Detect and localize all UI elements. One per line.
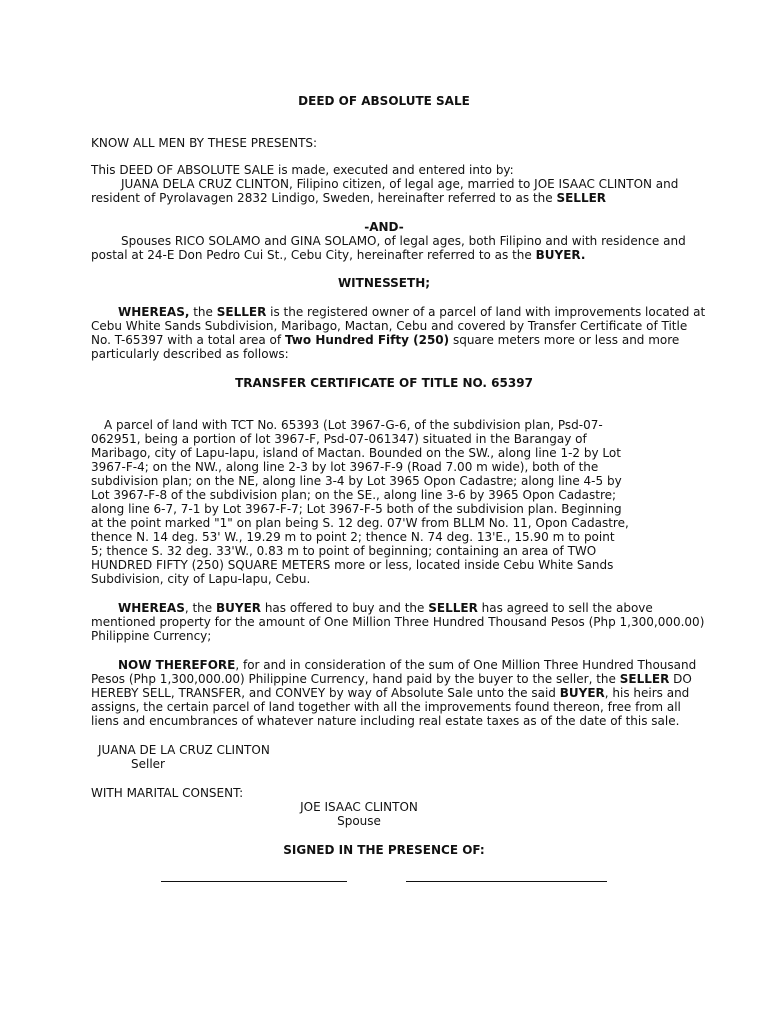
whereas2-line-3: Philippine Currency;: [91, 629, 212, 643]
now-therefore-l2-rest: DO: [669, 672, 692, 686]
land-description-line: 5; thence S. 32 deg. 33'W., 0.83 m to point of beginning; containing an area of TWO: [91, 544, 597, 558]
now-therefore-line-2: [91, 672, 692, 686]
whereas2-line-1: [118, 601, 653, 615]
whereas1-area-rest: square meters more or less and more: [449, 333, 680, 347]
whereas2-mid: has offered to buy and the: [261, 601, 429, 615]
marital-consent-line: WITH MARITAL CONSENT:: [91, 786, 244, 800]
whereas2-line-2: mentioned property for the amount of One Million Three Hundred Thousand Pesos (Php 1,300,000.00): [91, 615, 705, 629]
buyer-party-line-2: [91, 248, 585, 262]
buyer-party-text: postal at 24-E Don Pedro Cui St., Cebu City, hereinafter referred to as the: [91, 248, 536, 262]
witness-signature-line: [161, 881, 347, 882]
whereas1-lead: WHEREAS,: [118, 305, 190, 319]
land-description-line: 3967-F-4; on the NW., along line 2-3 by lot 3967-F-9 (Road 7.00 m wide), both of the: [91, 460, 599, 474]
whereas1-line-3: [91, 333, 679, 347]
land-description-line: at the point marked "1" on plan being S. 12 deg. 07'W from BLLM No. 11, Opon Cadastre,: [91, 516, 629, 530]
land-description-line: HUNDRED FIFTY (250) SQUARE METERS more or less, located inside Cebu White Sands: [91, 558, 614, 572]
buyer-party-line-1: Spouses RICO SOLAMO and GINA SOLAMO, of legal ages, both Filipino and with residence and: [121, 234, 686, 248]
whereas2-lead: WHEREAS: [118, 601, 185, 615]
signed-presence-heading: SIGNED IN THE PRESENCE OF:: [283, 843, 485, 857]
whereas1-the: the: [189, 305, 217, 319]
whereas1-line-1: [118, 305, 705, 319]
document-title: DEED OF ABSOLUTE SALE: [298, 94, 470, 108]
whereas2-buyer-term: BUYER: [215, 601, 262, 615]
now-therefore-line-4: assigns, the certain parcel of land together with all the improvements found thereon, free from all: [91, 700, 681, 714]
land-description-line: subdivision plan; on the NE, along line 3-4 by Lot 3965 Opon Cadastre; along line 4-5 by: [91, 474, 622, 488]
now-therefore-line-5: liens and encumbrances of whatever nature including real estate taxes as of the date of this sale.: [91, 714, 680, 728]
buyer-term: BUYER.: [535, 248, 586, 262]
whereas1-seller-term: SELLER: [216, 305, 267, 319]
now-therefore-l2-text: Pesos (Php 1,300,000.00) Philippine Currency, hand paid by the buyer to the seller, the: [91, 672, 620, 686]
land-description-line: along line 6-7, 7-1 by Lot 3967-F-7; Lot 3967-F-5 both of the subdivision plan. Beginning: [91, 502, 622, 516]
now-therefore-l3-rest: , his heirs and: [604, 686, 690, 700]
whereas2-seller-term: SELLER: [428, 601, 478, 615]
now-therefore-rest: , for and in consideration of the sum of One Million Three Hundred Thousand: [235, 658, 697, 672]
intro-line: KNOW ALL MEN BY THESE PRESENTS:: [91, 136, 318, 150]
whereas1-rest: is the registered owner of a parcel of land with improvements located at: [266, 305, 706, 319]
seller-term: SELLER: [556, 191, 607, 205]
seller-party-line-1: JUANA DELA CRUZ CLINTON, Filipino citizen, of legal age, married to JOE ISAAC CLINTON and: [121, 177, 679, 191]
now-therefore-seller-term: SELLER: [619, 672, 670, 686]
land-description-line: Lot 3967-F-8 of the subdivision plan; on the SE., along line 3-6 by 3965 Opon Cadastre;: [91, 488, 617, 502]
seller-party-line-2: [91, 191, 606, 205]
and-separator: -AND-: [364, 220, 404, 234]
witness-signature-line: [406, 881, 607, 882]
whereas2-comma: , the: [184, 601, 216, 615]
whereas1-line-4: particularly described as follows:: [91, 347, 289, 361]
whereas1-line-2: Cebu White Sands Subdivision, Maribago, Mactan, Cebu and covered by Transfer Certificate of Title: [91, 319, 688, 333]
land-description-line: thence N. 14 deg. 53' W., 19.29 m to point 2; thence N. 74 deg. 13'E., 15.90 m to point: [91, 530, 615, 544]
land-description-line: 062951, being a portion of lot 3967-F, Psd-07-061347) situated in the Barangay of: [91, 432, 587, 446]
now-therefore-l3-text: HEREBY SELL, TRANSFER, and CONVEY by way of Absolute Sale unto the said: [91, 686, 560, 700]
now-therefore-line-1: [118, 658, 696, 672]
seller-signature-role: Seller: [131, 757, 165, 771]
land-description-line: Subdivision, city of Lapu-lapu, Cebu.: [91, 572, 311, 586]
seller-party-text: resident of Pyrolavagen 2832 Lindigo, Sweden, hereinafter referred to as the: [91, 191, 557, 205]
spouse-signature-role: Spouse: [337, 814, 381, 828]
witnesseth-heading: WITNESSETH;: [337, 276, 431, 290]
whereas1-area-value: Two Hundred Fifty (250): [284, 333, 450, 347]
land-description-line: A parcel of land with TCT No. 65393 (Lot 3967-G-6, of the subdivision plan, Psd-07-: [104, 418, 603, 432]
spouse-signature-name: JOE ISAAC CLINTON: [300, 800, 418, 814]
land-description-line: Maribago, city of Lapu-lapu, island of Mactan. Bounded on the SW., along line 1-2 by Lot: [91, 446, 621, 460]
seller-signature-name: JUANA DE LA CRUZ CLINTON: [98, 743, 270, 757]
tct-heading: TRANSFER CERTIFICATE OF TITLE NO. 65397: [235, 376, 533, 390]
now-therefore-lead: NOW THEREFORE: [118, 658, 236, 672]
now-therefore-buyer-term: BUYER: [559, 686, 605, 700]
preamble-line: This DEED OF ABSOLUTE SALE is made, executed and entered into by:: [91, 163, 514, 177]
whereas2-rest: has agreed to sell the above: [477, 601, 653, 615]
now-therefore-line-3: [91, 686, 689, 700]
whereas1-area-text: No. T-65397 with a total area of: [91, 333, 285, 347]
